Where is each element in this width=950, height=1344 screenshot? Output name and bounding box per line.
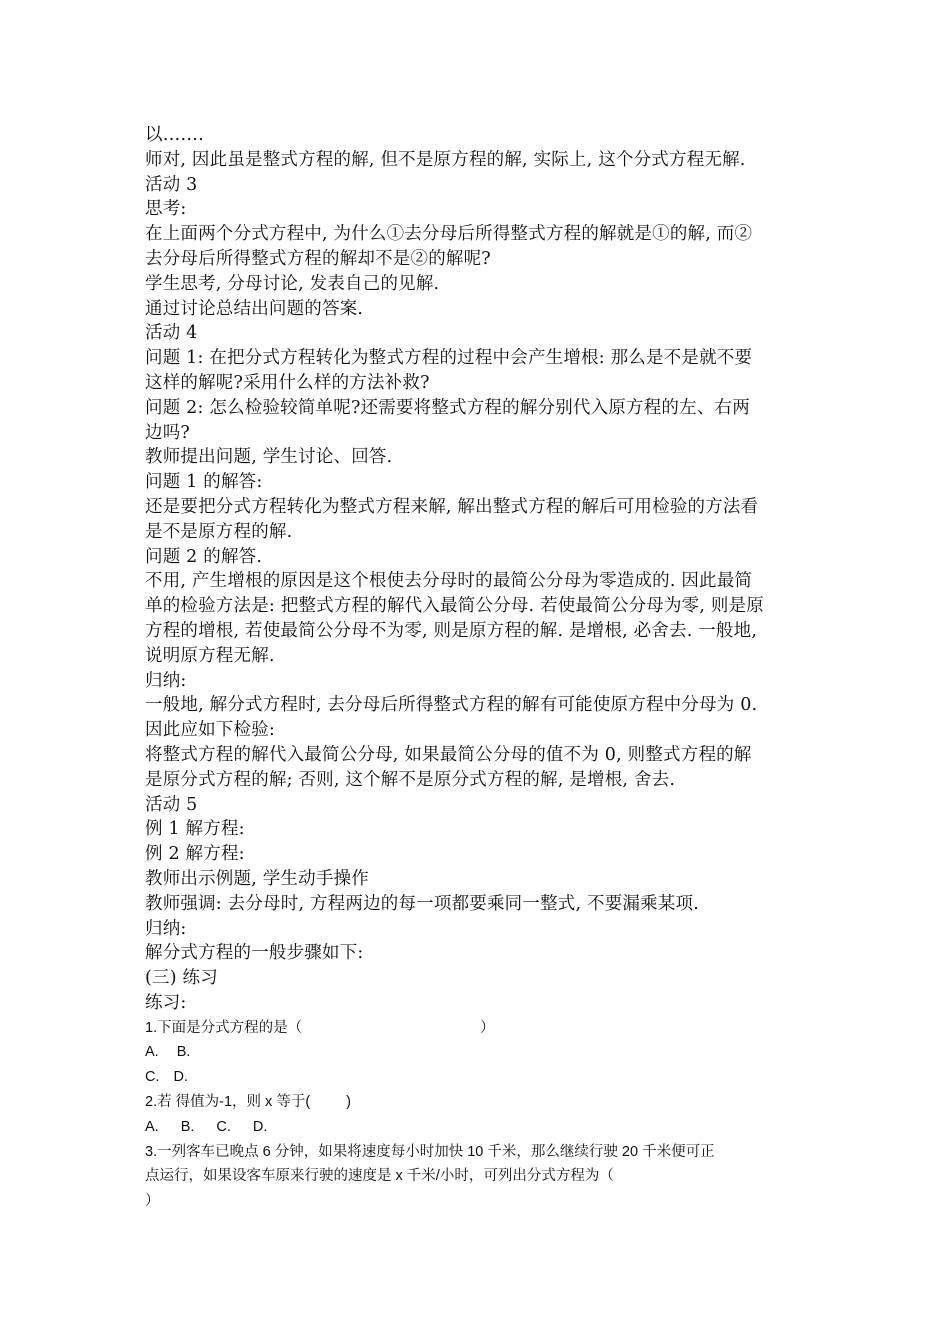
text-line: 一般地, 解分式方程时, 去分母后所得整式方程的解有可能使原方程中分母为 0. [145, 695, 758, 716]
text-line: 练习: [145, 992, 187, 1013]
exercise-1-options-row-1 [145, 1040, 815, 1065]
text-line: 思考: [145, 199, 187, 220]
text-line: 单的检验方法是: 把整式方程的解代入最简公分母. 若使最简公分母为零, 则是原 [145, 596, 765, 617]
exercise-3-line-2: 点运行，如果设客车原来行驶的速度是 x 千米/小时，可列出分式方程为（ [145, 1168, 614, 1185]
exercise-1-stem-text: 1.下面是分式方程的是（ [145, 1019, 303, 1036]
option-c: C. [216, 1118, 231, 1135]
text-line: 不用, 产生增根的原因是这个根使去分母时的最简公分母为零造成的. 因此最简 [145, 571, 753, 592]
example-2: 例 2 解方程: [145, 844, 245, 865]
text-line: 问题 2: 怎么检验较简单呢?还需要将整式方程的解分别代入原方程的左、右两 [145, 397, 750, 418]
text-line: 去分母后所得整式方程的解却不是②的解呢? [145, 248, 491, 269]
text-line: 是不是原方程的解. [145, 521, 293, 542]
exercise-2-close-paren: ) [346, 1094, 351, 1111]
option-b: B. [176, 1044, 191, 1061]
text-line: 方程的增根, 若使最简公分母不为零, 则是原方程的解. 是增根, 必舍去. 一般地, [145, 620, 758, 641]
exercise-1-stem [145, 1016, 815, 1041]
document-body [145, 123, 815, 1214]
text-line: 问题 2 的解答. [145, 546, 263, 567]
exercise-3-line-1: 3.一列客车已晚点 6 分钟，如果将速度每小时加快 10 千米，那么继续行驶 20 千米便可正 [145, 1143, 715, 1160]
text-line: 边吗? [145, 422, 190, 443]
text-line: 教师出示例题, 学生动手操作 [145, 868, 369, 889]
option-a: A. [145, 1044, 159, 1061]
text-line: 教师提出问题, 学生讨论、回答. [145, 447, 393, 468]
text-line: 归纳: [145, 918, 187, 939]
text-line: 学生思考, 分母讨论, 发表自己的见解. [145, 273, 440, 294]
text-line: 通过讨论总结出问题的答案. [145, 298, 364, 319]
section-heading-activity-5: 活动 5 [145, 794, 198, 815]
section-heading-activity-3: 活动 3 [145, 174, 198, 195]
exercise-1-close-paren: ） [480, 1019, 495, 1036]
text-line: 因此应如下检验: [145, 720, 275, 741]
exercise-2-options [145, 1115, 815, 1140]
text-line: 将整式方程的解代入最简公分母, 如果最简公分母的值不为 0, 则整式方程的解 [145, 744, 752, 765]
text-line: 在上面两个分式方程中, 为什么①去分母后所得整式方程的解就是①的解, 而② [145, 224, 753, 245]
option-d: D. [173, 1069, 188, 1086]
text-line: 教师强调: 去分母时, 方程两边的每一项都要乘同一整式, 不要漏乘某项. [145, 893, 699, 914]
text-line: 师对, 因此虽是整式方程的解, 但不是原方程的解, 实际上, 这个分式方程无解. [145, 149, 746, 170]
exercise-2-stem [145, 1090, 815, 1115]
option-c: C. [145, 1069, 160, 1086]
text-line: 还是要把分式方程转化为整式方程来解, 解出整式方程的解后可用检验的方法看 [145, 496, 759, 517]
exercise-2-stem-text: 2.若 得值为-1，则 x 等于( [145, 1094, 311, 1111]
text-line: 以……. [145, 125, 204, 145]
text-line: 问题 1: 在把分式方程转化为整式方程的过程中会产生增根: 那么是不是就不要 [145, 348, 753, 369]
section-heading-activity-4: 活动 4 [145, 323, 198, 344]
text-line: 解分式方程的一般步骤如下: [145, 943, 364, 964]
example-1: 例 1 解方程: [145, 819, 245, 840]
section-heading-practice: (三) 练习 [145, 968, 218, 989]
option-d: D. [252, 1118, 268, 1135]
text-line: 问题 1 的解答: [145, 472, 263, 493]
option-b: B. [180, 1118, 195, 1135]
text-line: 归纳: [145, 670, 187, 691]
option-a: A. [145, 1118, 159, 1135]
exercise-3-line-3: ） [145, 1193, 160, 1210]
exercise-1-options-row-2 [145, 1065, 815, 1090]
text-line: 是原分式方程的解; 否则, 这个解不是原分式方程的解, 是增根, 舍去. [145, 769, 676, 790]
text-line: 说明原方程无解. [145, 645, 275, 666]
text-line: 这样的解呢?采用什么样的方法补救? [145, 372, 430, 393]
